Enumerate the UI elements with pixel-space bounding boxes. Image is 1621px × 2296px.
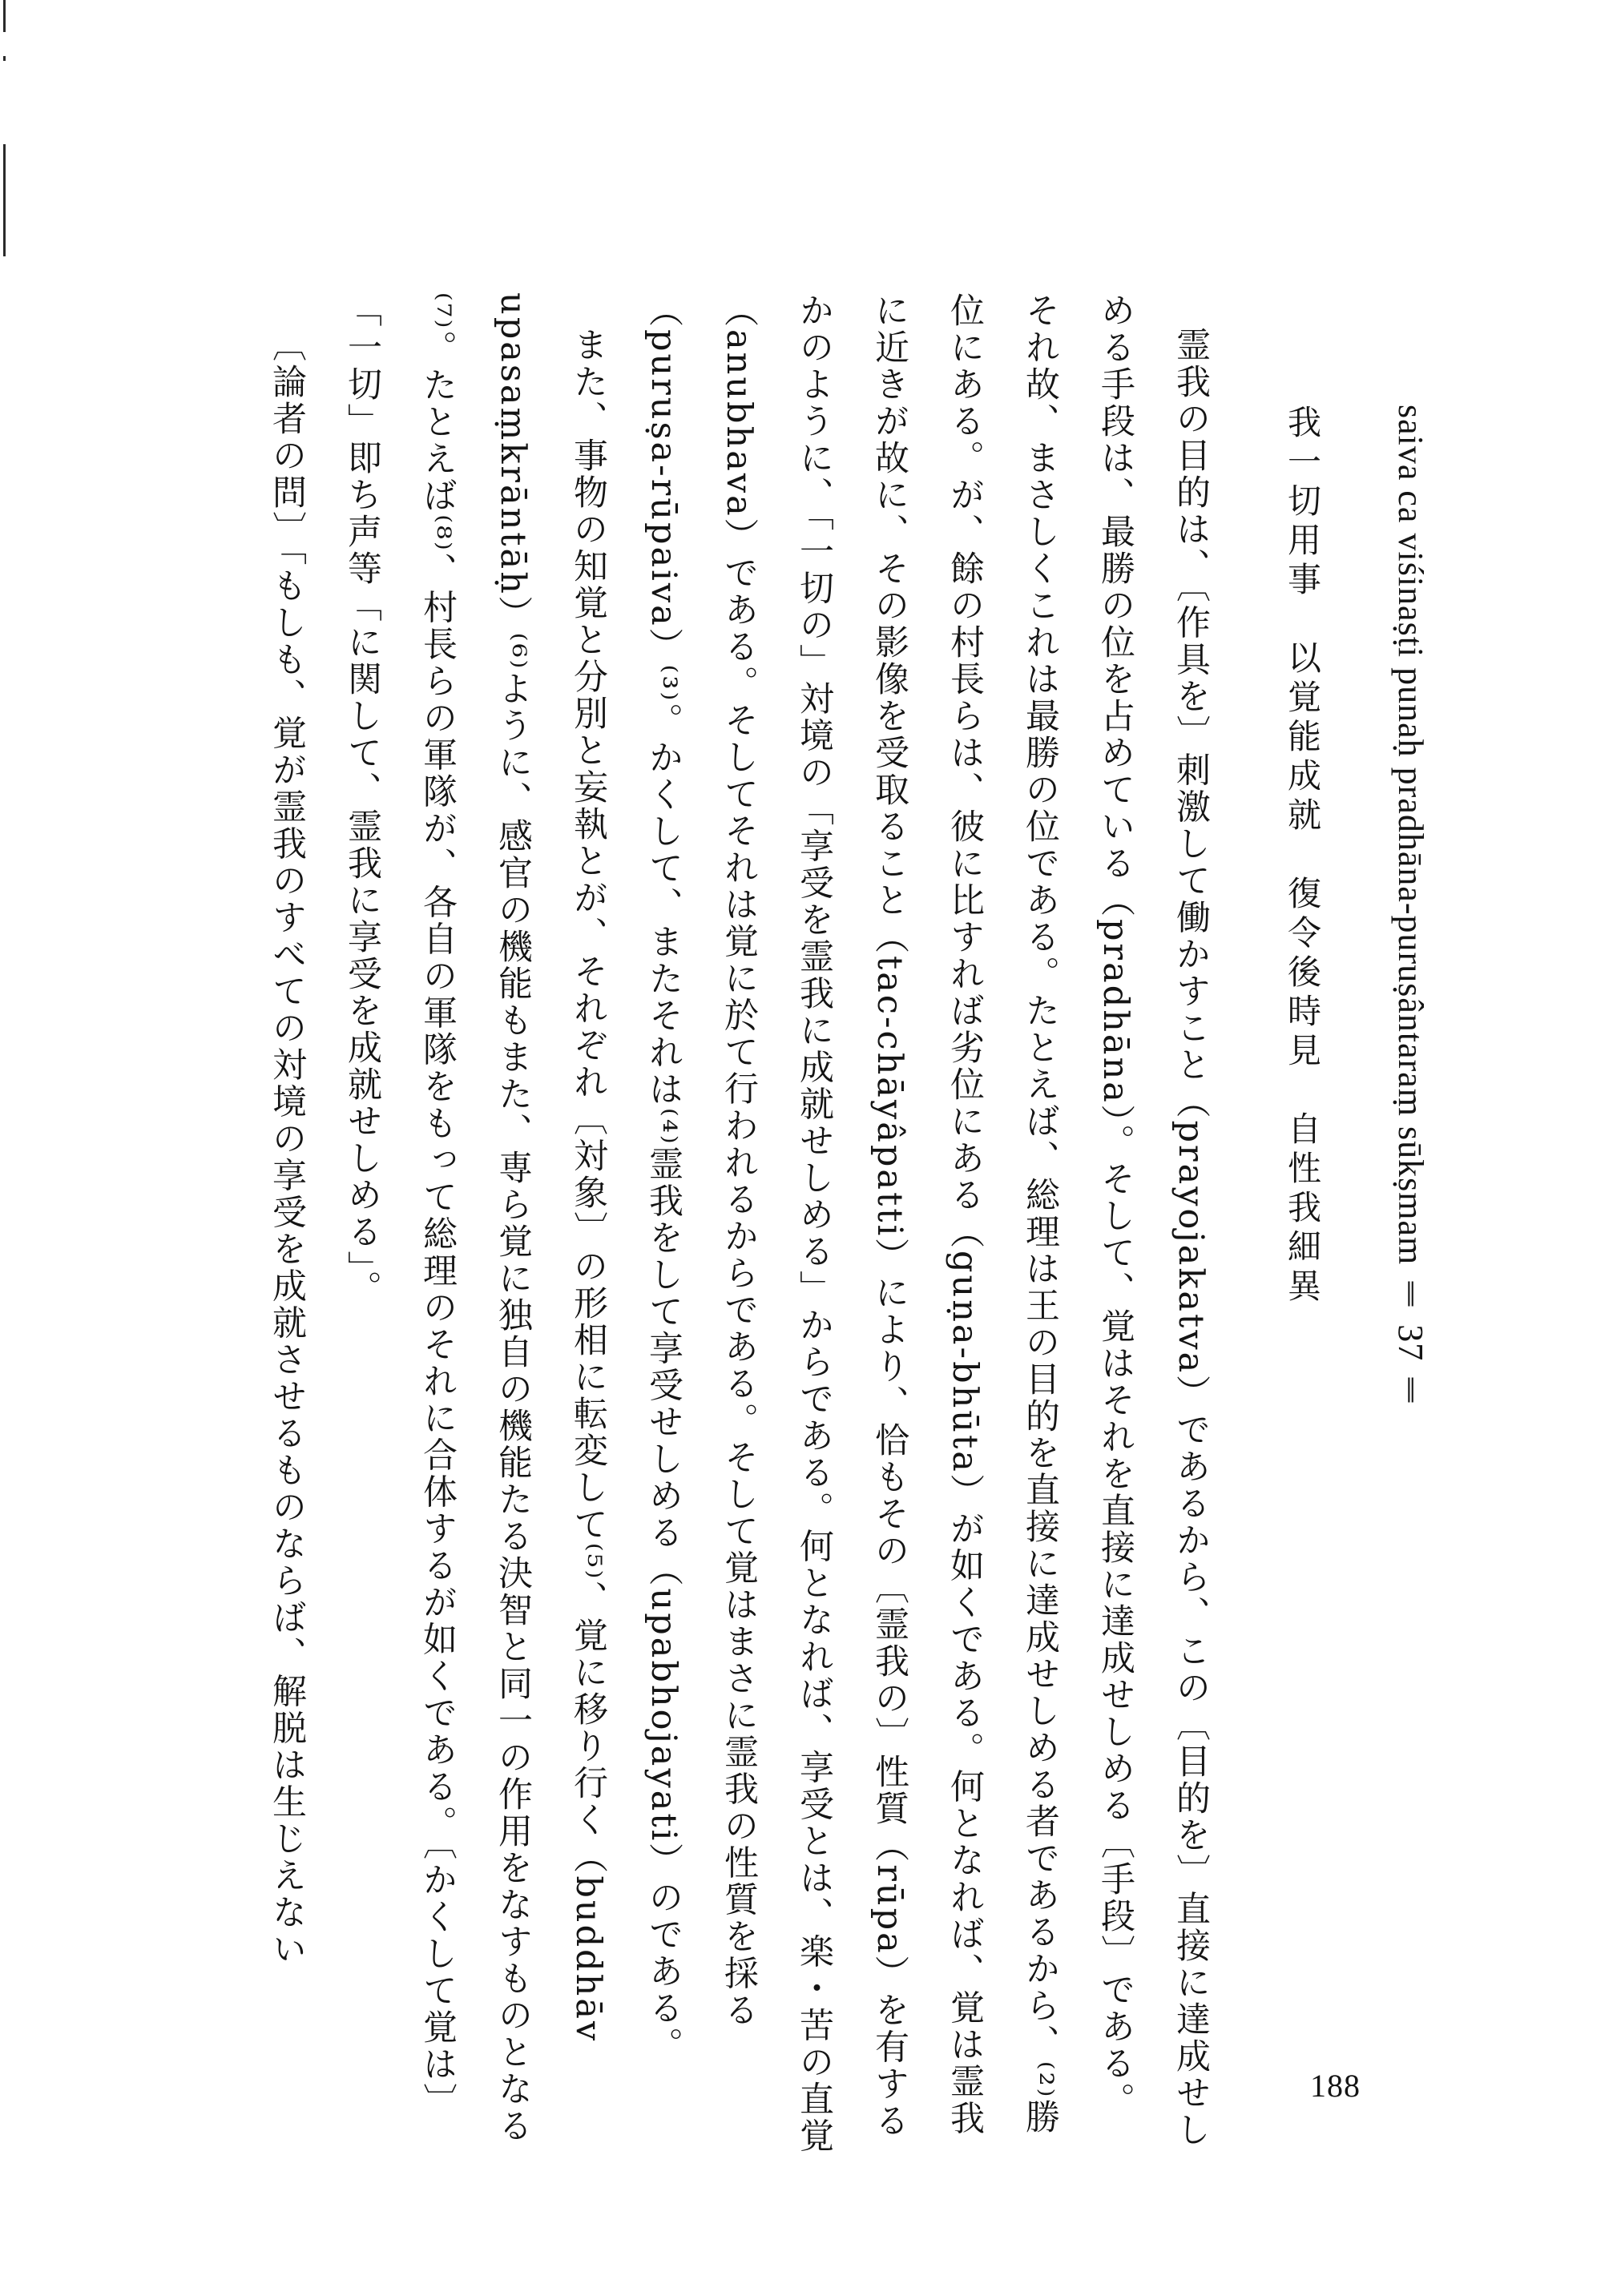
sanskrit-verse-header: saiva ca viśinaṣṭi punaḥ pradhāna-puruṣântaraṃ sūkṣmam ‖ 37 ‖ [1391, 405, 1430, 1412]
scan-edge-artifact [0, 0, 11, 264]
paragraph: 霊我の目的は、〔作具を〕刺激して働かすこと（prayojakatva）であるから、この〔目的を〕直接に達成せしめる手段は、最勝の位を占めている（pradhāna）。そして、覚はそれを直接に達成せしめる〔手段〕である。それ故、まさしくこれは最勝の位である。たとえば、総理は王の目的を直接に達成せしめる者であるから、⁽²⁾勝位にある。が、餘の村長らは、彼に比すれば劣位にある（guṇa-bhūta）が如くである。何となれば、覚は霊我に近きが故に、その影像を受取ること（tac-chāyâpatti）により、恰もその〔霊我の〕性質（rūpa）を有するかのように、「一切の」対境の「享受を霊我に成就せしめる」からである。何となれば、享受とは、楽・苦の直覚（anubhava）である。そしてそれは覚に於て行われるからである。そして覚はまさに霊我の性質を採る（puruṣa-rūpaiva）⁽³⁾。かくして、またそれは⁽⁴⁾霊我をして享受せしめる（upabhojayati）のである。 [643, 292, 1211, 2155]
paragraph: また、事物の知覚と分別と妄執とが、それぞれ〔対象〕の形相に転変して⁽⁵⁾、覚に移り行く（buddhāv upasaṃkrāntāḥ）⁽⁶⁾ように、感官の機能もまた、専ら覚に独自の機能たる決智と同一の作用をなすものとなる⁽⁷⁾。たとえば⁽⁸⁾、村長らの軍隊が、各自の軍隊をもって総理のそれに合体するが如くである。〔かくして覚は〕「一切」即ち声等「に関して、霊我に享受を成就せしめる」。 [342, 292, 608, 2145]
chinese-verse-translation: 我一切用事 以覚能成就 復令後時見 自性我細異 [1283, 405, 1322, 1307]
page-number: 188 [1310, 2068, 1361, 2104]
paragraph: 〔論者の問〕「もしも、覚が霊我のすべての対境の享受を成就させるものならば、解脱は生じえない [267, 327, 307, 1968]
commentary-body [171, 292, 1228, 2155]
